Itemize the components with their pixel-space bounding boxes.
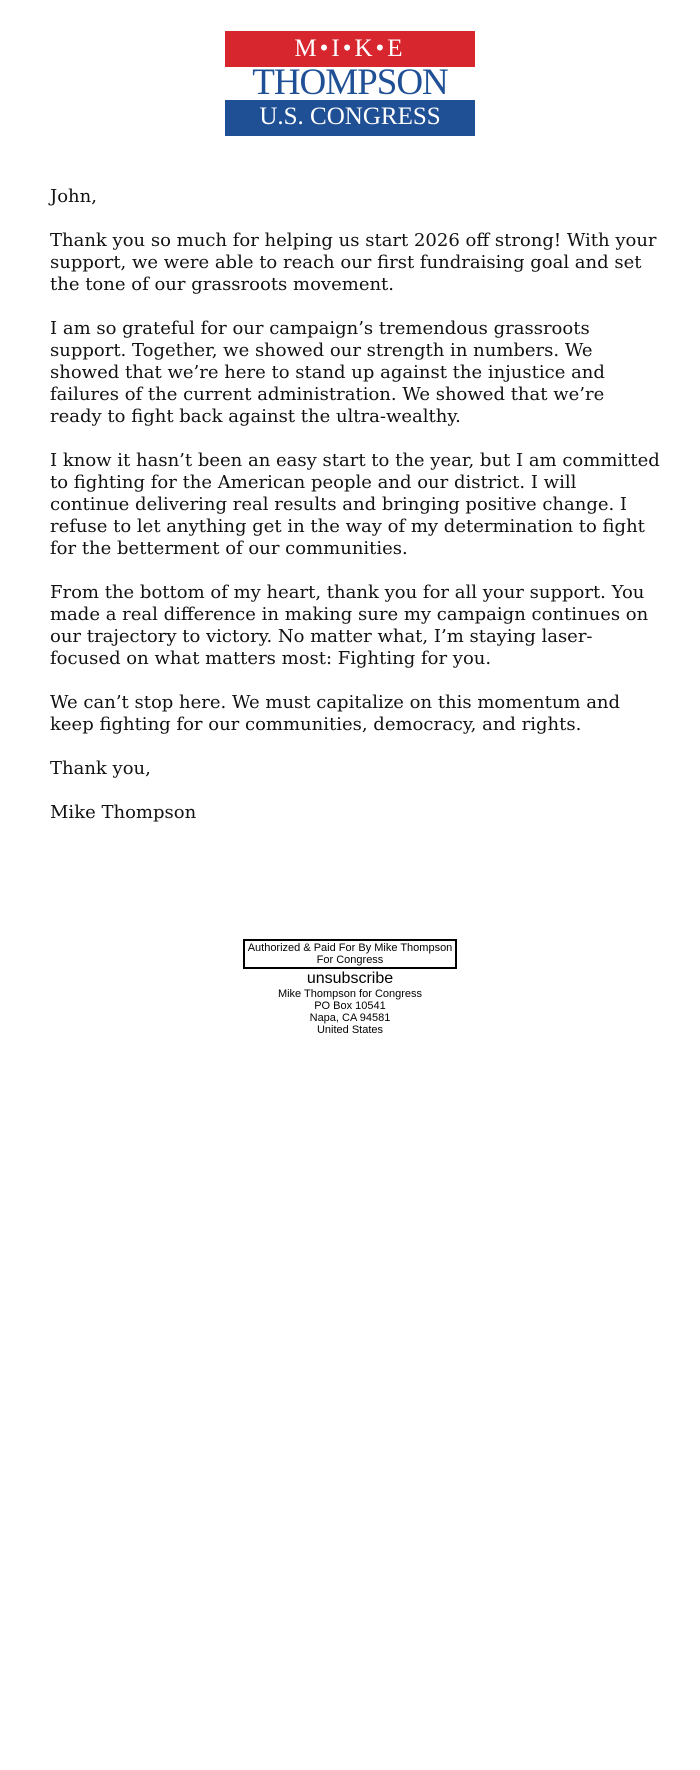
letter-signature: Mike Thompson bbox=[50, 802, 197, 823]
logo-office: U.S. CONGRESS bbox=[259, 103, 441, 130]
letter-paragraph: From the bottom of my heart, thank you for all your support. You made a real difference in making sure my campaign continues on our trajectory to victory. No matter what, I’m staying laser-focused on what matters most: Fighting for you. bbox=[50, 582, 649, 669]
email-footer bbox=[0, 939, 700, 1036]
letter-paragraph: I know it hasn’t been an easy start to the year, but I am committed to fighting for the American people and our district. I will continue delivering real results and bringing positive change. I refuse to let anything get in the way of my determination to fight for the betterment of our communities. bbox=[50, 450, 660, 559]
campaign-logo bbox=[225, 31, 475, 136]
paid-for-disclaimer: Authorized & Paid For By Mike Thompson For Congress bbox=[243, 939, 457, 969]
address-country: United States bbox=[316, 1024, 384, 1036]
address-city: Napa, CA 94581 bbox=[309, 1012, 391, 1024]
letter-body bbox=[50, 186, 660, 846]
letter-paragraph: Thank you so much for helping us start 2026 off strong! With your support, we were able to reach our first fundraising goal and set the tone of our grassroots movement. bbox=[50, 230, 657, 295]
letter-paragraph: We can’t stop here. We must capitalize on this momentum and keep fighting for our communities, democracy, and rights. bbox=[50, 692, 621, 735]
letter-closing: Thank you, bbox=[50, 758, 151, 779]
address-po-box: PO Box 10541 bbox=[314, 1000, 386, 1012]
unsubscribe-link[interactable]: unsubscribe bbox=[306, 970, 394, 987]
logo-last-name: THOMPSON bbox=[252, 62, 448, 103]
address-org: Mike Thompson for Congress bbox=[277, 988, 423, 1000]
letter-paragraph: I am so grateful for our campaign’s tremendous grassroots support. Together, we showed our strength in numbers. We showed that we’re here to stand up against the injustice and failures of the current administration. We showed that we’re ready to fight back against the ultra-wealthy. bbox=[50, 318, 605, 427]
letter-greeting: John, bbox=[50, 186, 97, 207]
logo-first-name: M•I•K•E bbox=[294, 35, 406, 62]
